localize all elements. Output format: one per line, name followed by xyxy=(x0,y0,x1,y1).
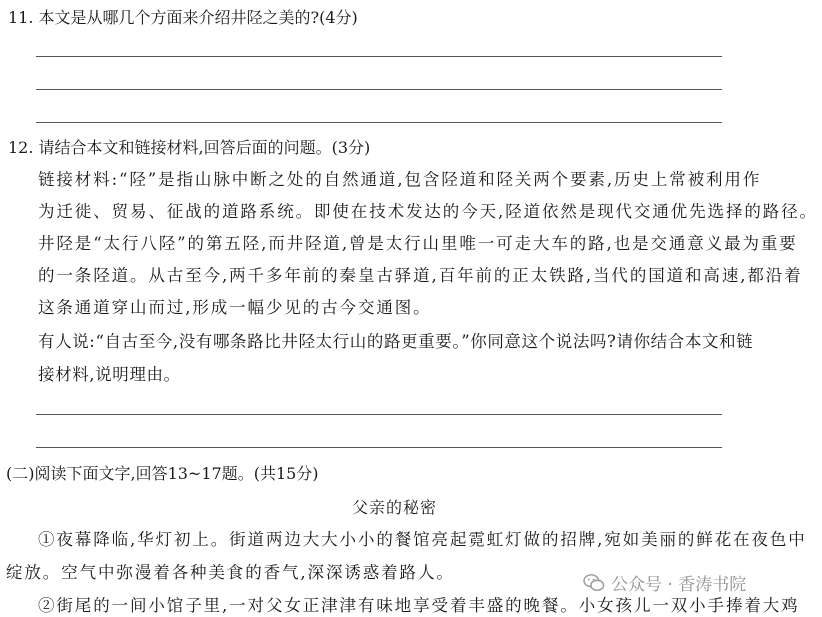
material-line: 这条通道穿山而过,形成一幅少见的古今交通图。 xyxy=(38,298,432,317)
question-12-prompt: 有人说:“自古至今,没有哪条路比井陉太行山的路更重要。”你同意这个说法吗?请你结合本文和链 xyxy=(38,332,754,351)
question-12-prompt: 接材料,说明理由。 xyxy=(38,365,181,384)
section-heading: (二)阅读下面文字,回答13~17题。(共15分) xyxy=(6,464,319,483)
material-line: 的一条陉道。从古至今,两千多年前的秦皇古驿道,百年前的正太铁路,当代的国道和高速,都沿着 xyxy=(38,266,803,285)
answer-line xyxy=(36,414,722,415)
answer-line xyxy=(36,56,722,57)
wechat-watermark xyxy=(583,570,746,595)
wechat-icon xyxy=(583,573,605,593)
material-line: 为迁徙、贸易、征战的道路系统。即使在技术发达的今天,陉道依然是现代交通优先选择的路径。 xyxy=(38,202,818,221)
question-11-stem: 11. 本文是从哪几个方面来介绍井陉之美的?(4分) xyxy=(8,8,358,27)
material-line: 井陉是“太行八陉”的第五陉,而井陉道,曾是太行山里唯一可走大车的路,也是交通意义最为重要 xyxy=(38,234,798,253)
material-line: 链接材料:“陉”是指山脉中断之处的自然通道,包含陉道和陉关两个要素,历史上常被利用作 xyxy=(38,170,762,189)
passage-line: 绽放。空气中弥漫着各种美食的香气,深深诱惑着路人。 xyxy=(6,563,455,582)
passage-line: ②街尾的一间小馆子里,一对父女正津津有味地享受着丰盛的晚餐。小女孩儿一双小手捧着大鸡 xyxy=(38,596,800,615)
question-12-stem: 12. 请结合本文和链接材料,回答后面的问题。(3分) xyxy=(8,138,371,157)
passage-title: 父亲的秘密 xyxy=(352,498,438,517)
answer-line xyxy=(36,122,722,123)
watermark-text: 公众号 · 香涛书院 xyxy=(611,575,747,595)
answer-line xyxy=(36,447,722,448)
passage-line: ①夜幕降临,华灯初上。街道两边大大小小的餐馆亮起霓虹灯做的招牌,宛如美丽的鲜花在夜色中 xyxy=(38,530,807,549)
answer-line xyxy=(36,89,722,90)
